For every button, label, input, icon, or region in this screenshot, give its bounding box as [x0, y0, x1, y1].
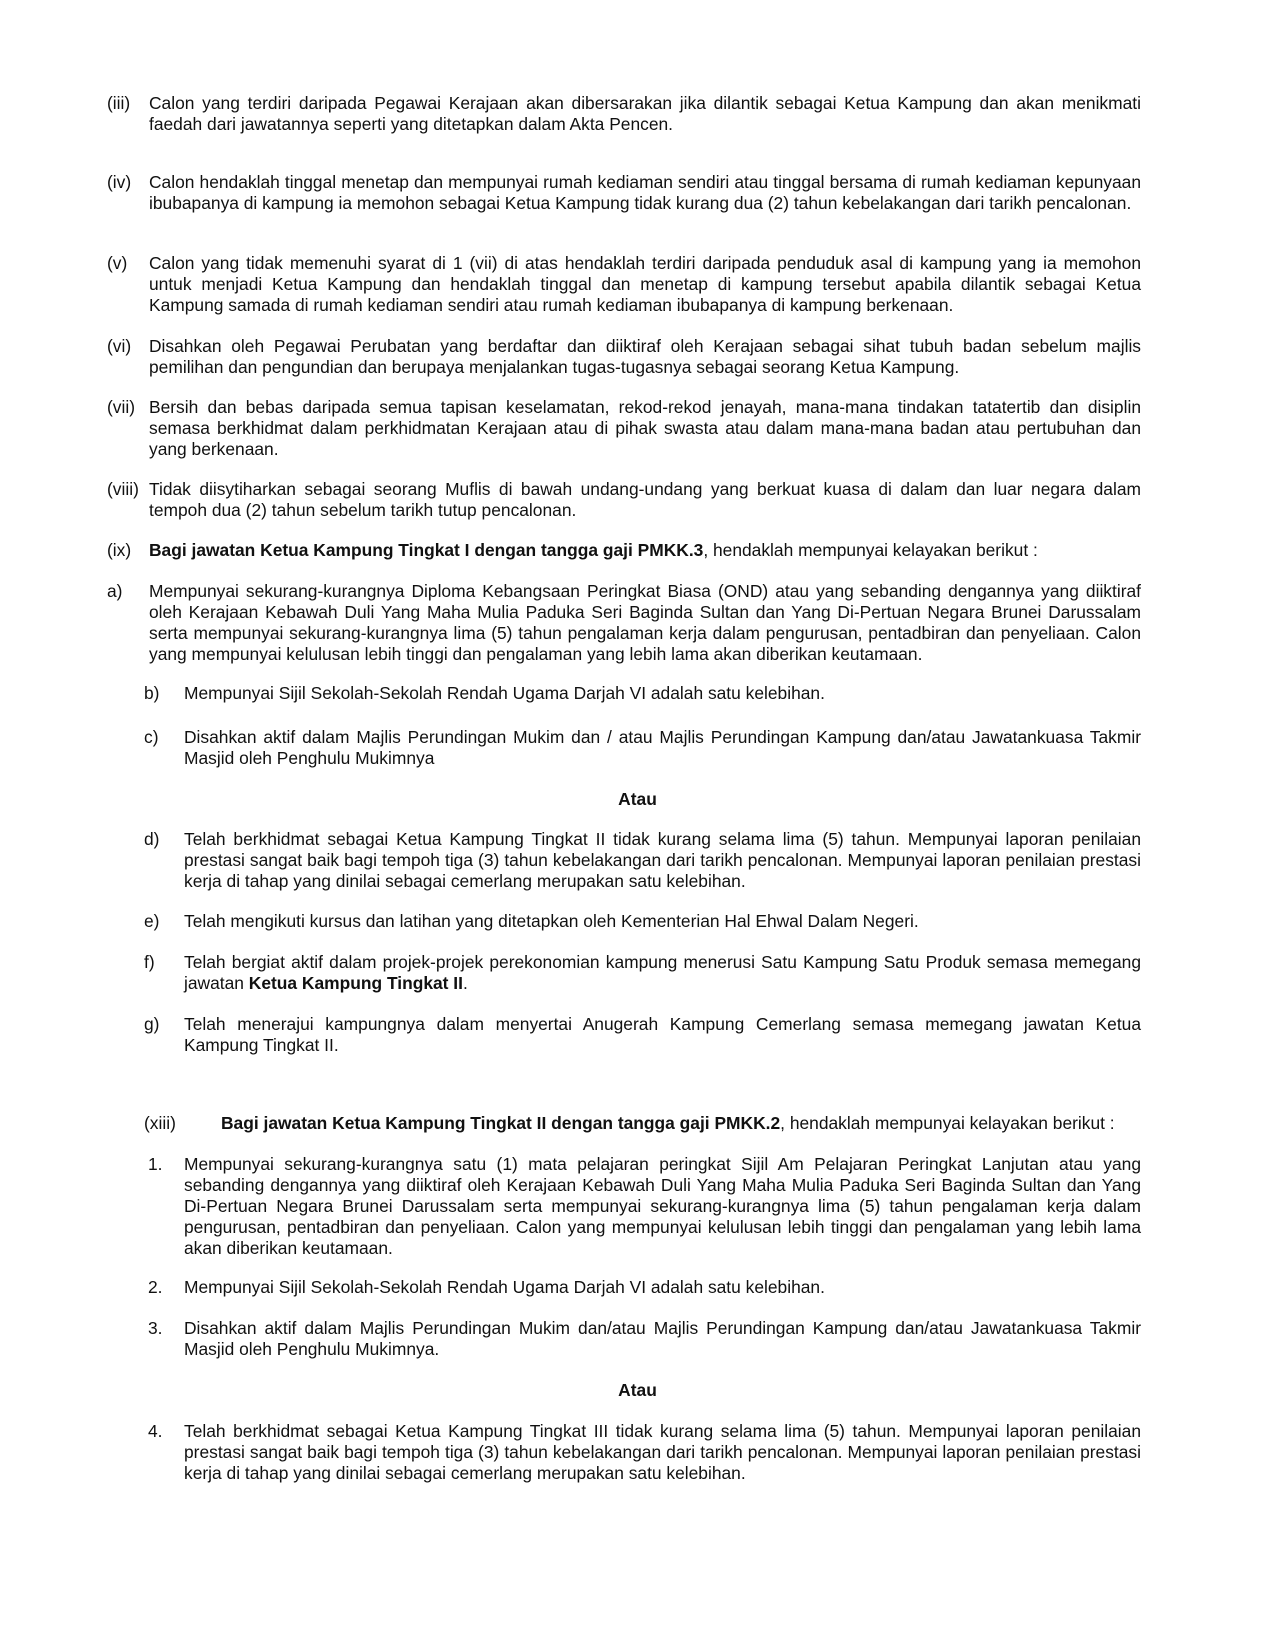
section-label: (xiii)	[144, 1113, 176, 1133]
section-label: (ix)	[107, 540, 132, 560]
item-text: Telah berkhidmat sebagai Ketua Kampung Tingkat II tidak kurang selama lima (5) tahun. Mempunyai laporan penilaian prestasi sangat baik bagi tempoh tiga (3) tahun kebelakangan dari tarikh pencalonan. Mempunyai laporan penilaian prestasi kerja di tahap yang dinilai sebagai cemerlang merupakan satu kelebihan.	[184, 829, 1141, 891]
section-heading-rest: , hendaklah mempunyai kelayakan berikut :	[703, 540, 1038, 560]
item-text: Telah berkhidmat sebagai Ketua Kampung Tingkat III tidak kurang selama lima (5) tahun. Mempunyai laporan penilaian prestasi sangat baik bagi tempoh tiga (3) tahun kebelakangan dari tarikh pencalonan. Mempunyai laporan penilaian prestasi kerja di tahap yang dinilai sebagai cemerlang merupakan satu kelebihan.	[184, 1421, 1141, 1483]
item-text: Bersih dan bebas daripada semua tapisan keselamatan, rekod-rekod jenayah, mana-mana tindakan tatatertib dan disiplin semasa berkhidmat dalam perkhidmatan Kerajaan atau di pihak swasta atau dalam mana-mana badan atau pertubuhan dan yang berkenaan.	[149, 397, 1141, 459]
item-text: Calon yang tidak memenuhi syarat di 1 (vii) di atas hendaklah terdiri daripada penduduk asal di kampung yang ia memohon untuk menjadi Ketua Kampung dan hendaklah tinggal dan menetap di kampung tersebut apabila dilantik sebagai Ketua Kampung samada di rumah kediaman sendiri atau rumah kediaman ibubapanya di kampung berkenaan.	[149, 253, 1141, 315]
item-label: c)	[144, 727, 159, 747]
item-text: Telah menerajui kampungnya dalam menyertai Anugerah Kampung Cemerlang semasa memegang jawatan Ketua Kampung Tingkat II.	[184, 1014, 1141, 1055]
item-text: Mempunyai Sijil Sekolah-Sekolah Rendah Ugama Darjah VI adalah satu kelebihan.	[184, 683, 825, 703]
item-text-bold: Ketua Kampung Tingkat II	[248, 973, 463, 993]
item-text: Disahkan aktif dalam Majlis Perundingan Mukim dan/atau Majlis Perundingan Kampung dan/atau Jawatankuasa Takmir Masjid oleh Penghulu Mukimnya.	[184, 1318, 1141, 1359]
item-label: (iv)	[107, 172, 132, 192]
section-heading-rest: , hendaklah mempunyai kelayakan berikut :	[780, 1113, 1115, 1133]
item-text-pre: Telah bergiat aktif dalam projek-projek perekonomian kampung menerusi Satu Kampung Satu Produk semasa memegang jawatan	[184, 952, 1141, 993]
item-label: d)	[144, 829, 160, 849]
item-label: e)	[144, 911, 160, 931]
item-text: Mempunyai Sijil Sekolah-Sekolah Rendah Ugama Darjah VI adalah satu kelebihan.	[184, 1277, 825, 1297]
section-heading-bold: Bagi jawatan Ketua Kampung Tingkat II dengan tangga gaji PMKK.2	[221, 1113, 781, 1133]
item-label: 4.	[148, 1421, 163, 1441]
item-text: Mempunyai sekurang-kurangnya Diploma Kebangsaan Peringkat Biasa (OND) atau yang sebanding dengannya yang diiktiraf oleh Kerajaan Kebawah Duli Yang Maha Mulia Paduka Seri Baginda Sultan dan Yang Di-Pertuan Negara Brunei Darussalam serta mempunyai sekurang-kurangnya lima (5) tahun pengalaman kerja dalam pengurusan, pentadbiran dan penyeliaan. Calon yang mempunyai kelulusan lebih tinggi dan pengalaman yang lebih lama akan diberikan keutamaan.	[149, 581, 1141, 664]
item-label: f)	[144, 952, 155, 972]
item-label: b)	[144, 683, 160, 703]
item-label: (vi)	[107, 336, 132, 356]
item-text: Calon hendaklah tinggal menetap dan mempunyai rumah kediaman sendiri atau tinggal bersama di rumah kediaman kepunyaan ibubapanya di kampung ia memohon sebagai Ketua Kampung tidak kurang dua (2) tahun kebelakangan dari tarikh pencalonan.	[149, 172, 1141, 213]
section-heading-bold: Bagi jawatan Ketua Kampung Tingkat I dengan tangga gaji PMKK.3	[149, 540, 704, 560]
item-text-post: .	[462, 973, 468, 993]
item-text: Disahkan oleh Pegawai Perubatan yang berdaftar dan diiktiraf oleh Kerajaan sebagai sihat tubuh badan sebelum majlis pemilihan dan pengundian dan berupaya menjalankan tugas-tugasnya sebagai seorang Ketua Kampung.	[149, 336, 1141, 377]
item-label: a)	[107, 581, 123, 601]
item-text: Mempunyai sekurang-kurangnya satu (1) mata pelajaran peringkat Sijil Am Pelajaran Peringkat Lanjutan atau yang sebanding dengannya yang diiktiraf oleh Kerajaan Kebawah Duli Yang Maha Mulia Paduka Seri Baginda Sultan dan Yang Di-Pertuan Negara Brunei Darussalam serta mempunyai sekurang-kurangnya lima (5) tahun pengalaman kerja dalam pengurusan, pentadbiran dan penyeliaan. Calon yang mempunyai kelulusan lebih tinggi dan pengalaman yang lebih lama akan diberikan keutamaan.	[184, 1154, 1141, 1258]
item-label: 1.	[148, 1154, 163, 1174]
item-text: Tidak diisytiharkan sebagai seorang Muflis di bawah undang-undang yang berkuat kuasa di dalam dan luar negara dalam tempoh dua (2) tahun sebelum tarikh tutup pencalonan.	[149, 479, 1141, 520]
item-label: (viii)	[107, 479, 139, 499]
item-label: (vii)	[107, 397, 136, 417]
atau-heading: Atau	[618, 789, 657, 809]
item-text: Telah mengikuti kursus dan latihan yang ditetapkan oleh Kementerian Hal Ehwal Dalam Negeri.	[184, 911, 919, 931]
section-heading	[221, 1113, 1161, 1134]
item-label: (v)	[107, 253, 128, 273]
item-text	[184, 952, 1141, 994]
item-label: g)	[144, 1014, 160, 1034]
atau-heading: Atau	[618, 1380, 657, 1400]
item-label: 2.	[148, 1277, 163, 1297]
item-label: 3.	[148, 1318, 163, 1338]
item-label: (iii)	[107, 93, 131, 113]
item-text: Disahkan aktif dalam Majlis Perundingan Mukim dan / atau Majlis Perundingan Kampung dan/atau Jawatankuasa Takmir Masjid oleh Penghulu Mukimnya	[184, 727, 1141, 768]
item-text: Calon yang terdiri daripada Pegawai Kerajaan akan dibersarakan jika dilantik sebagai Ketua Kampung dan akan menikmati faedah dari jawatannya seperti yang ditetapkan dalam Akta Pencen.	[149, 93, 1141, 134]
section-heading	[149, 540, 1141, 561]
